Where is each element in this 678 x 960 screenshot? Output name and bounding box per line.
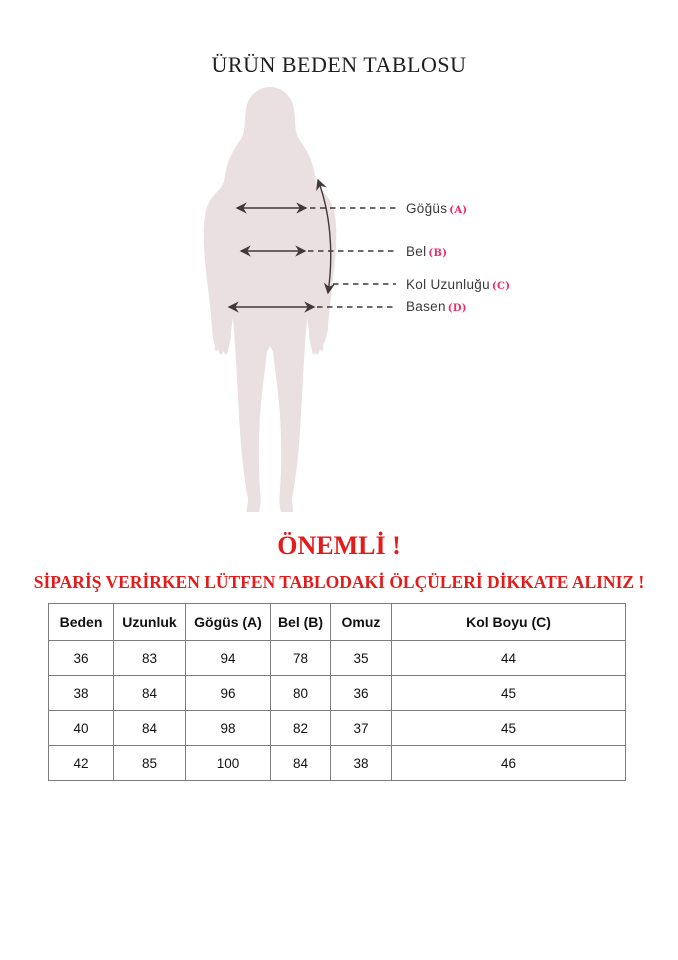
important-heading: ÖNEMLİ ! bbox=[277, 531, 401, 560]
table-cell: 38 bbox=[49, 676, 114, 711]
table-cell: 78 bbox=[271, 641, 331, 676]
measurement-label-text: Bel bbox=[406, 244, 427, 259]
measurement-tag-c: (C) bbox=[491, 281, 511, 292]
table-cell: 44 bbox=[392, 641, 626, 676]
table-cell: 84 bbox=[114, 711, 186, 746]
measurement-tag-b: (B) bbox=[428, 248, 448, 259]
header-row bbox=[49, 604, 626, 641]
measurement-tag-d: (D) bbox=[447, 303, 467, 314]
table-cell: 82 bbox=[271, 711, 331, 746]
page-title: ÜRÜN BEDEN TABLOSU bbox=[211, 52, 467, 77]
table-cell: 40 bbox=[49, 711, 114, 746]
table-cell: 85 bbox=[114, 746, 186, 781]
measurement-tag-a: (A) bbox=[449, 205, 468, 216]
table-cell: 45 bbox=[392, 676, 626, 711]
column-header: Beden bbox=[49, 604, 114, 641]
measurement-label-text: Kol Uzunluğu bbox=[406, 277, 490, 292]
table-cell: 46 bbox=[392, 746, 626, 781]
table-cell: 35 bbox=[331, 641, 392, 676]
order-warning-text: SİPARİŞ VERİRKEN LÜTFEN TABLODAKİ ÖLÇÜLERİ DİKKATE ALINIZ ! bbox=[33, 572, 645, 592]
table-row bbox=[49, 746, 626, 781]
column-header: Uzunluk bbox=[114, 604, 186, 641]
table-row bbox=[49, 676, 626, 711]
table-row bbox=[49, 641, 626, 676]
size-table-header bbox=[49, 604, 626, 641]
table-cell: 98 bbox=[186, 711, 271, 746]
table-cell: 42 bbox=[49, 746, 114, 781]
size-table bbox=[48, 603, 626, 781]
table-cell: 83 bbox=[114, 641, 186, 676]
measurement-label-arm-length bbox=[406, 277, 510, 292]
measurement-label-chest bbox=[406, 201, 467, 216]
size-table-body bbox=[49, 641, 626, 781]
column-header: Bel (B) bbox=[271, 604, 331, 641]
table-cell: 100 bbox=[186, 746, 271, 781]
table-cell: 37 bbox=[331, 711, 392, 746]
table-cell: 96 bbox=[186, 676, 271, 711]
measurement-label-text: Göğüs bbox=[406, 201, 448, 216]
table-cell: 84 bbox=[271, 746, 331, 781]
column-header: Gögüs (A) bbox=[186, 604, 271, 641]
table-cell: 45 bbox=[392, 711, 626, 746]
table-cell: 36 bbox=[331, 676, 392, 711]
column-header: Kol Boyu (C) bbox=[392, 604, 626, 641]
table-row bbox=[49, 711, 626, 746]
table-cell: 94 bbox=[186, 641, 271, 676]
table-cell: 36 bbox=[49, 641, 114, 676]
column-header: Omuz bbox=[331, 604, 392, 641]
table-cell: 38 bbox=[331, 746, 392, 781]
measurement-label-waist bbox=[406, 244, 447, 259]
table-cell: 84 bbox=[114, 676, 186, 711]
female-body-silhouette bbox=[204, 87, 337, 512]
measurement-label-text: Basen bbox=[406, 299, 446, 314]
measurement-label-hip bbox=[406, 299, 467, 314]
table-cell: 80 bbox=[271, 676, 331, 711]
